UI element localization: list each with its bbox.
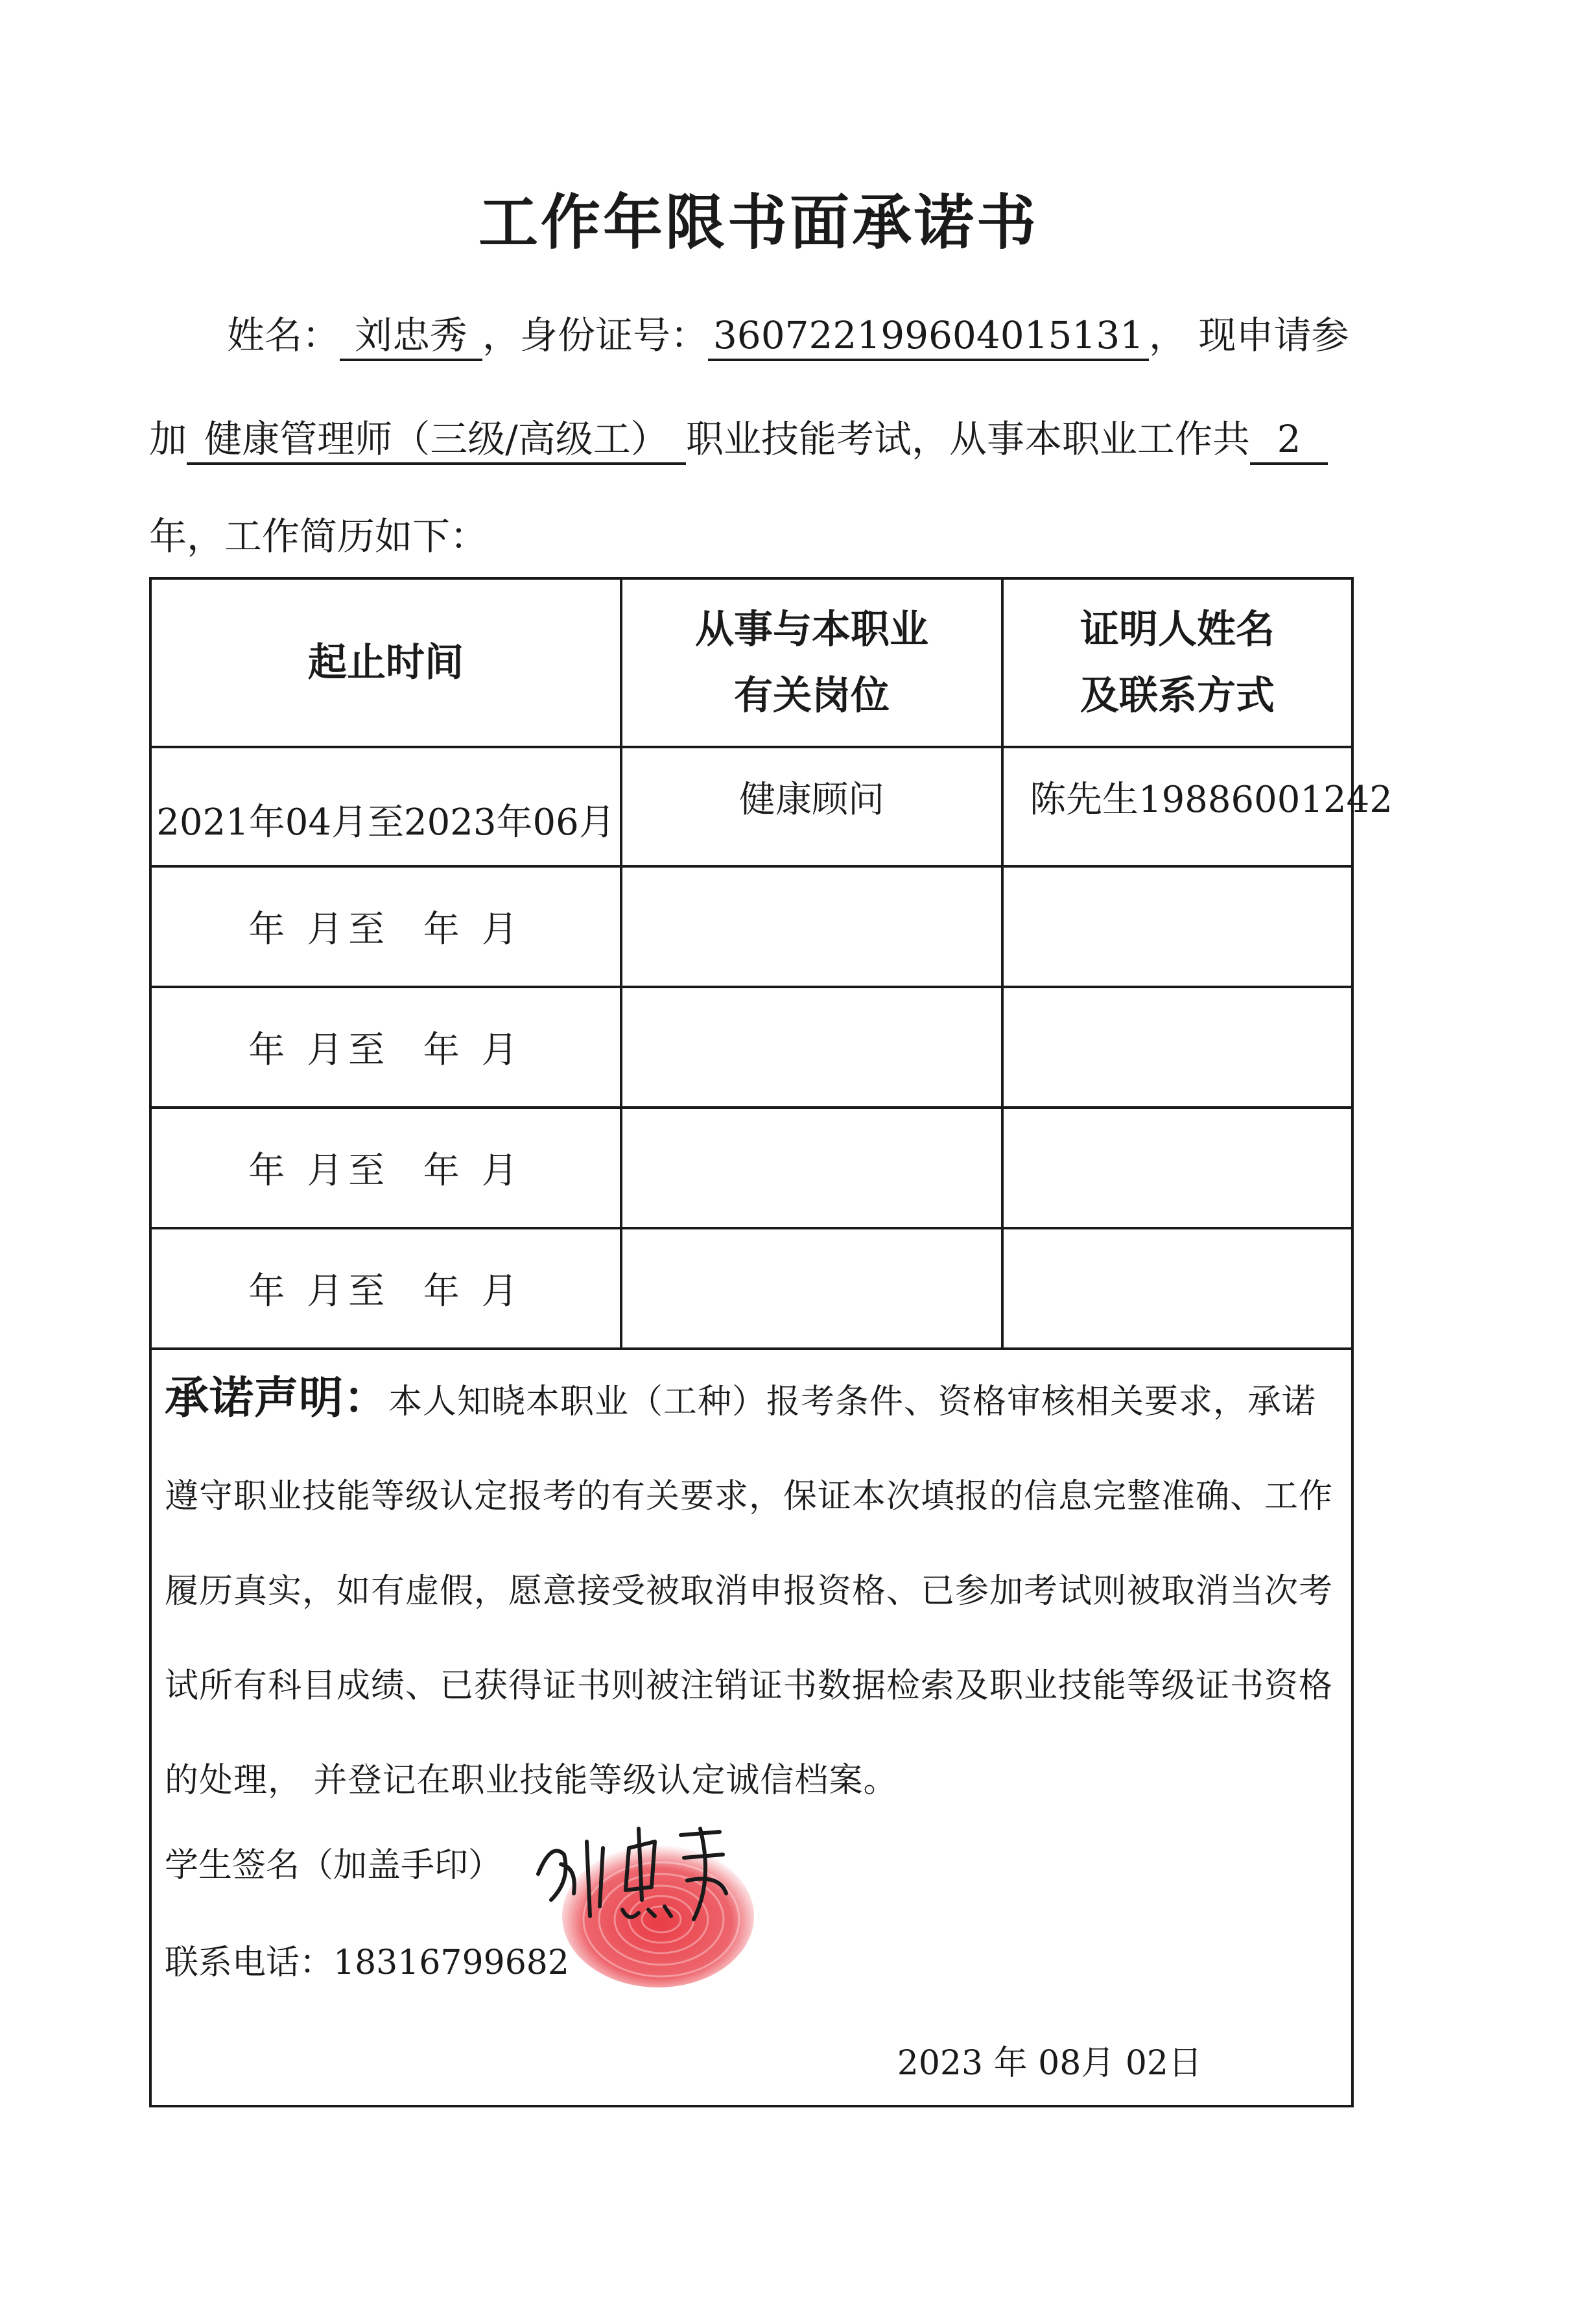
- header-position: [622, 580, 1001, 746]
- id-label: ，身份证号：: [482, 313, 709, 357]
- table-row-1-period: 2021年04月至2023年06月: [156, 801, 615, 844]
- table-row-2-reference: [1004, 868, 1351, 986]
- pledge-text: 本人知晓本职业（工种）报考条件、资格审核相关要求，承诺遵守职业技能等级认定报考的有关要求，保证本次填报的信息完整准确、工作履历真实，如有虚假，愿意接受被取消申报资格、已参加考试则被取消当次考试所有科目成绩、已获得证书则被注销证书数据检索及职业技能等级证书资格的处理， 并登记在职业技能等级认定诚信档案。: [165, 1382, 1334, 1800]
- handwritten-signature: [525, 1803, 746, 1932]
- phone-label: 联系电话：: [165, 1943, 334, 1982]
- table-row-5-period: 年 月至 年 月: [248, 1270, 523, 1312]
- table-row-3-position: [622, 988, 1001, 1106]
- apply-text: ， 现申请参: [1149, 313, 1349, 357]
- document-title: 工作年限书面承诺书: [478, 188, 1039, 257]
- pledge-statement: [165, 1351, 1345, 1828]
- name-value: 刘忠秀: [340, 313, 482, 361]
- signing-date: 2023 年 08月 02日: [897, 2044, 1202, 2083]
- table-row-1-reference: 陈先生19886001242: [1030, 779, 1393, 821]
- table-row-4-reference: [1004, 1109, 1351, 1227]
- intro-line-1: [227, 305, 1349, 361]
- phone-value: 18316799682: [333, 1943, 569, 1982]
- name-label: 姓名：: [227, 313, 340, 357]
- header-position-line1: 从事与本职业: [695, 607, 928, 652]
- header-position-line2: 有关岗位: [734, 673, 890, 718]
- occupation-value: 健康管理师（三级/高级工）: [187, 417, 686, 465]
- header-period-label: 起止时间: [308, 640, 464, 685]
- table-row-1-position: 健康顾问: [739, 779, 884, 821]
- header-reference: [1004, 580, 1351, 746]
- header-reference-line2: 及联系方式: [1080, 673, 1275, 718]
- table-row-2-position: [622, 868, 1001, 986]
- header-period: [152, 580, 620, 746]
- table-row-4-period: 年 月至 年 月: [248, 1150, 523, 1192]
- intro-line-3: 年，工作简历如下：: [149, 514, 488, 558]
- table-row-4-position: [622, 1109, 1001, 1227]
- id-number-value: 360722199604015131: [708, 313, 1149, 361]
- table-row-3-period: 年 月至 年 月: [248, 1029, 523, 1071]
- phone-row: [165, 1935, 569, 1984]
- table-row-3-reference: [1004, 988, 1351, 1106]
- years-value: 2: [1250, 417, 1328, 465]
- signature-label: 学生签名（加盖手印）: [165, 1846, 502, 1885]
- line2-prefix: 加: [149, 417, 187, 461]
- intro-line-2: [149, 409, 1328, 465]
- table-row-5-reference: [1004, 1229, 1351, 1347]
- table-row-5-position: [622, 1229, 1001, 1347]
- header-reference-line1: 证明人姓名: [1080, 607, 1275, 652]
- pledge-lead: 承诺声明：: [165, 1373, 389, 1424]
- table-row-2-period: 年 月至 年 月: [248, 908, 523, 951]
- line2-suffix: 职业技能考试，从事本职业工作共: [686, 417, 1251, 461]
- signature-row: [165, 1838, 502, 1886]
- row-divider: [152, 1347, 1351, 1350]
